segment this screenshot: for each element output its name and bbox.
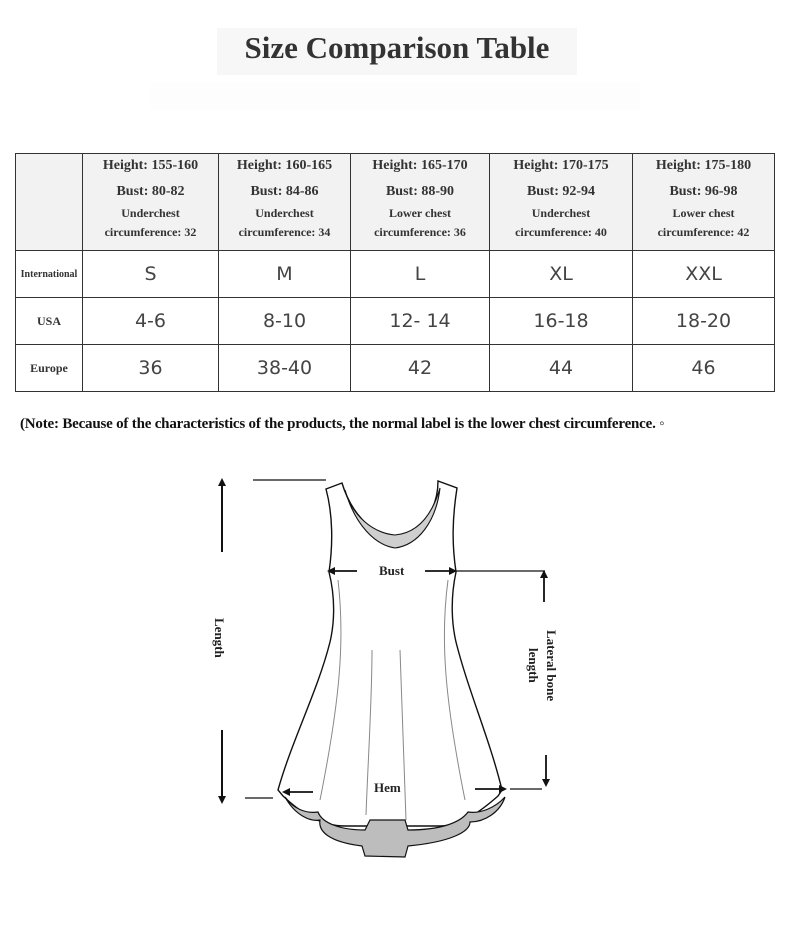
table-row-international (16, 251, 775, 298)
table-row-europe (16, 345, 775, 392)
size-cell: S (83, 251, 219, 298)
bust-range: Bust: 96-98 (669, 184, 738, 199)
bust-label: Bust (379, 563, 405, 578)
chest-label: Lower chest (672, 206, 735, 220)
chest-circumference (219, 204, 350, 242)
header-cell (219, 154, 351, 251)
chest-label: Lower chest (388, 206, 452, 220)
length-label: Length (212, 618, 227, 658)
height-range: Height: 170-175 (513, 158, 609, 173)
height-range: Height: 160-165 (236, 158, 333, 173)
header-cell (351, 154, 490, 251)
size-cell: 8-10 (219, 298, 351, 345)
row-label: Europe (16, 345, 83, 392)
bust-range: Bust: 80-82 (116, 184, 185, 199)
size-cell: 12- 14 (351, 298, 490, 345)
chest-value: circumference: 40 (515, 225, 607, 239)
chest-circumference (83, 204, 218, 242)
chest-circumference (633, 204, 774, 242)
header-cell (83, 154, 219, 251)
lateral-bone-label-line1: Lateral bone (544, 630, 559, 702)
chest-value: circumference: 32 (104, 225, 197, 239)
chest-label: Underchest (531, 206, 591, 220)
chest-circumference (490, 204, 632, 242)
size-cell: 4-6 (83, 298, 219, 345)
size-comparison-table (15, 153, 775, 392)
chest-value: circumference: 34 (238, 225, 331, 239)
dress-illustration (278, 481, 502, 826)
height-range: Height: 165-170 (372, 158, 468, 173)
size-cell: 42 (351, 345, 490, 392)
size-cell: L (351, 251, 490, 298)
bust-range: Bust: 88-90 (385, 184, 455, 199)
lateral-bone-label-line2: length (526, 648, 541, 683)
row-label: International (16, 251, 83, 298)
height-range: Height: 155-160 (102, 158, 199, 173)
size-cell: XXL (633, 251, 775, 298)
header-cell (490, 154, 633, 251)
bust-range: Bust: 84-86 (250, 184, 319, 199)
page-title (0, 30, 790, 66)
chest-value: circumference: 36 (374, 225, 466, 239)
size-cell: M (219, 251, 351, 298)
chest-circumference (351, 204, 489, 242)
size-cell: XL (490, 251, 633, 298)
chest-label: Underchest (255, 206, 314, 220)
size-cell: 44 (490, 345, 633, 392)
size-cell: 36 (83, 345, 219, 392)
row-label: USA (16, 298, 83, 345)
table-header-row (16, 154, 775, 251)
size-cell: 16-18 (490, 298, 633, 345)
size-note: (Note: Because of the characteristics of the products, the normal label is the lower chest circumference. ◦ (20, 416, 665, 432)
size-cell: 38-40 (219, 345, 351, 392)
height-range: Height: 175-180 (655, 158, 752, 173)
faded-subtitle-band (150, 82, 640, 110)
bust-range: Bust: 92-94 (526, 184, 596, 199)
header-corner-cell (16, 154, 83, 251)
dress-measurement-diagram (0, 440, 790, 880)
size-cell: 18-20 (633, 298, 775, 345)
chest-label: Underchest (121, 206, 180, 220)
size-cell: 46 (633, 345, 775, 392)
header-cell (633, 154, 775, 251)
chest-value: circumference: 42 (657, 225, 750, 239)
table-row-usa (16, 298, 775, 345)
hem-label: Hem (374, 780, 401, 795)
page-title-text: Size Comparison Table (217, 28, 578, 75)
